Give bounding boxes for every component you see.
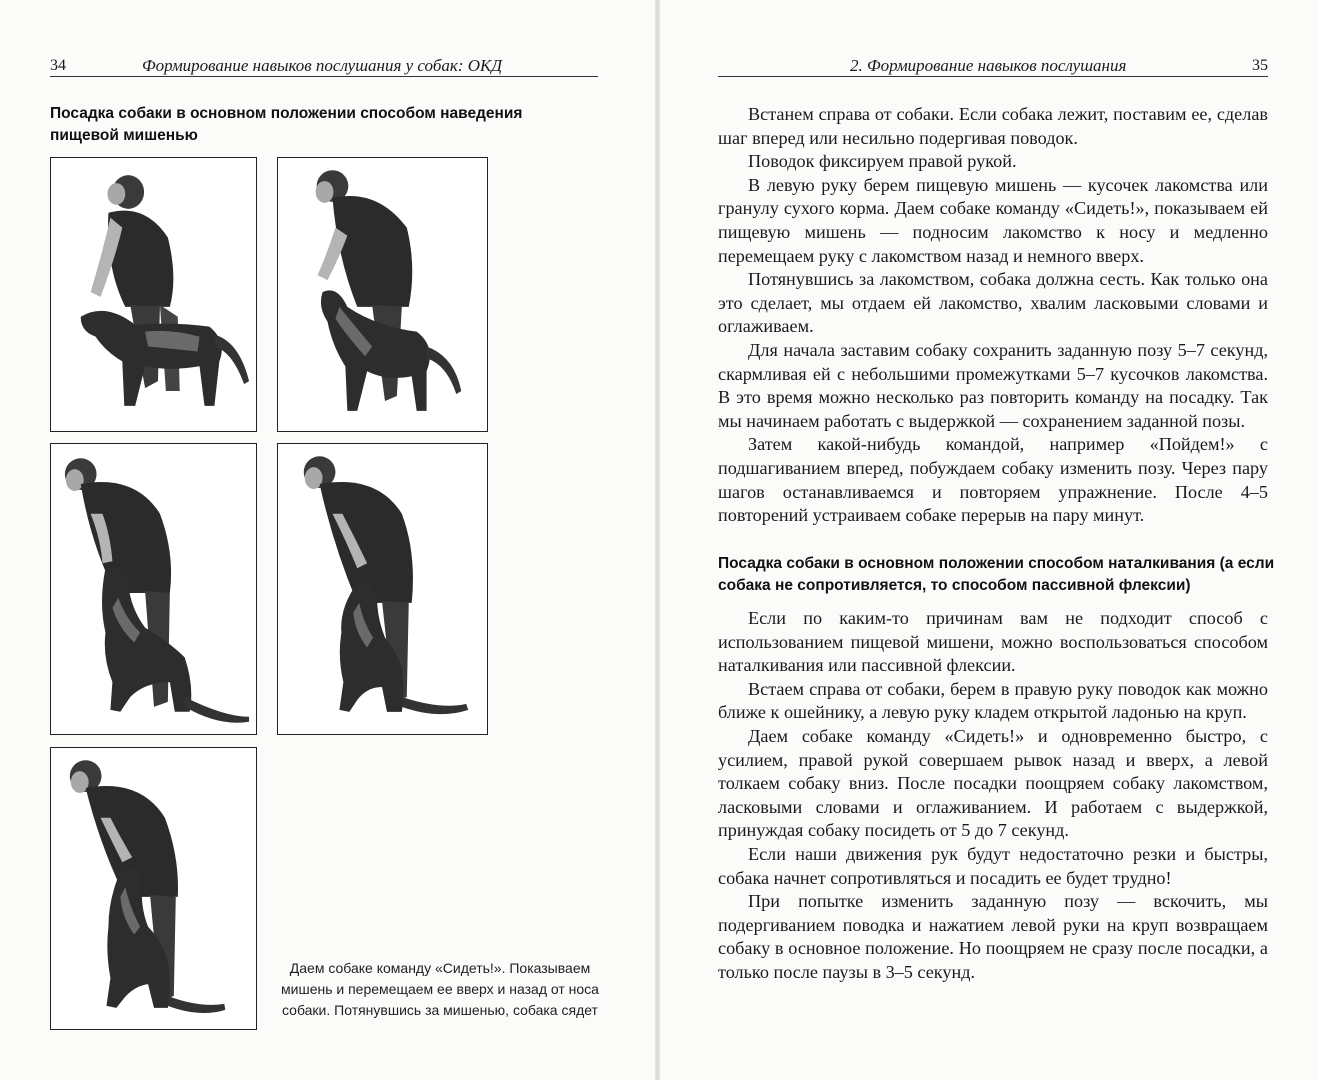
paragraph: Встаем справа от собаки, берем в правую руку поводок как можно ближе к ошейнику, а левую руку кладем открытой ладонью на круп. [718, 678, 1268, 723]
paragraph: Затем какой-нибудь командой, например «Пойдем!» с подшагиванием вперед, побуждаем собаку изменить позу. Через пару шагов останавливаемся и повторяем упражнение. После 4–5 повторений устраиваем собаке перерыв на пару минут. [718, 434, 1268, 526]
page-number-left: 34 [50, 57, 66, 74]
body-text-block-1 [718, 103, 1268, 528]
paragraph: Поводок фиксируем правой рукой. [748, 151, 1017, 172]
photo-illustration-5 [51, 748, 256, 1029]
left-page [0, 0, 655, 1080]
running-head-right [718, 56, 1268, 77]
running-head-left [50, 56, 598, 77]
paragraph: Даем собаке команду «Сидеть!» и одновременно быстро, с усилием, правой рукой совершаем рывок назад и вверх, а левой толкаем собаку вниз. После посадки поощряем собаку лакомством, ласковыми словами и оглаживанием. И работаем с выдержкой, принуждая собаку посидеть от 5 до 7 секунд. [718, 725, 1268, 841]
paragraph: Потянувшись за лакомством, собака должна сесть. Как только она это сделает, мы отдаем ей лакомство, хвалим ласковыми словами и оглаживаем. [718, 269, 1268, 337]
photo-step-3 [50, 443, 257, 735]
photo-illustration-3 [51, 444, 256, 734]
paragraph: Если наши движения рук будут недостаточно резки и быстры, собака начнет сопротивляться и посадить ее будет трудно! [718, 843, 1268, 888]
running-title-left: Формирование навыков послушания у собак: ОКД [142, 56, 503, 75]
running-title-right: 2. Формирование навыков послушания [850, 56, 1127, 75]
photo-caption: Даем собаке команду «Сидеть!». Показываем мишень и перемещаем ее вверх и назад от носа собаки. Потянувшись за мишенью, собака сядет [281, 960, 599, 1018]
photo-step-5 [50, 747, 257, 1030]
page-number-right: 35 [1252, 57, 1268, 74]
paragraph: Встанем справа от собаки. Если собака лежит, поставим ее, сделав шаг вперед или несильно подергивая поводок. [718, 104, 1268, 148]
paragraph: Если по каким-то причинам вам не подходит способ с использованием пищевой мишени, можно воспользоваться способом наталкивания или пассивной флексии. [718, 608, 1268, 676]
photo-step-1 [50, 157, 257, 432]
paragraph: Для начала заставим собаку сохранить заданную позу 5–7 секунд, скармливая ей с небольшими промежутками 5–7 кусочков лакомства. В это время можно несколько раз повторить команду на посадку. Так мы начинаем работать с выдержкой — сохранением заданной позы. [718, 339, 1268, 431]
photo-illustration-2 [278, 158, 487, 431]
body-text-block-2 [718, 607, 1268, 985]
paragraph: При попытке изменить заданную позу — вскочить, мы подергиванием поводка и нажатием левой руки на круп возвращаем собаку в основное положение. Но поощряем не сразу после посадки, а только после паузы в 3–5 секунд. [718, 891, 1268, 982]
right-page [660, 0, 1319, 1080]
section-heading-pushing: Посадка собаки в основном положении способом наталкивания (а если собака не сопротивляется, то способом пассивной флексии) [718, 555, 1275, 594]
photo-step-4 [277, 443, 488, 735]
photo-illustration-1 [51, 158, 256, 431]
photo-step-2 [277, 157, 488, 432]
paragraph: В левую руку берем пищевую мишень — кусочек лакомства или гранулу сухого корма. Даем собаке команду «Сидеть!», показываем ей пищевую мишень — подносим лакомство к носу и медленно перемещаем руку с лакомством назад и немного вверх. [718, 174, 1268, 266]
section-heading-food-target: Посадка собаки в основном положении способом наведения пищевой мишенью [50, 105, 523, 144]
photo-illustration-4 [278, 444, 487, 734]
